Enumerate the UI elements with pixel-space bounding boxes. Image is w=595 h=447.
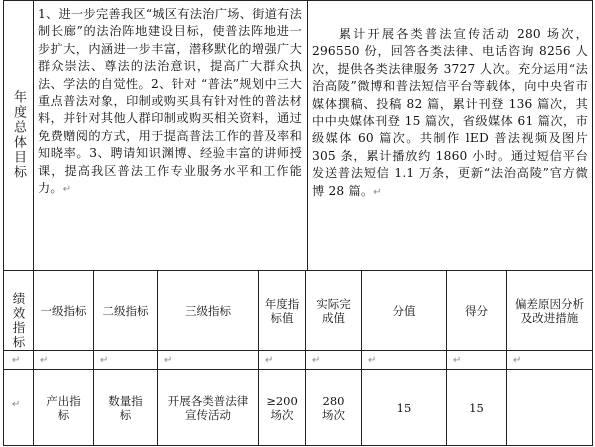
cell-level3: 开展各类普法律宣传活动	[167, 394, 249, 422]
annual-goal-text	[38, 6, 302, 266]
empty-row-mark: ↵	[164, 355, 173, 366]
row-divider-2	[3, 350, 593, 351]
header-score: 得分	[465, 304, 488, 318]
paragraph-mark: ↵	[62, 184, 72, 196]
row-divider-1	[3, 270, 593, 271]
data-row-mark: ↵	[12, 399, 21, 410]
paragraph-mark: ↵	[373, 186, 382, 198]
table-border-right	[592, 0, 593, 446]
cell-annual-target: ≥200场次	[266, 394, 298, 422]
table-border-left	[3, 0, 4, 446]
header-deviation: 偏差原因分析及改进措施	[515, 297, 584, 325]
empty-row-mark: ↵	[12, 355, 21, 366]
header-score-weight: 分值	[392, 304, 416, 318]
empty-row-mark: ↵	[100, 355, 109, 366]
cell-level1: 产出指标	[46, 394, 81, 422]
header-level3: 三级指标	[185, 304, 231, 318]
header-level1: 一级指标	[40, 304, 87, 318]
actual-completion-text	[312, 26, 588, 256]
row-label-performance: 绩效指标	[11, 292, 26, 350]
empty-row-mark: ↵	[368, 355, 377, 366]
table-border-bottom	[3, 445, 593, 446]
cell-actual-value: 280 场次	[322, 394, 345, 422]
row-label-annual-goal: 年度总体目标	[11, 90, 26, 180]
cell-deviation	[507, 372, 592, 444]
actual-completion-text-content: 累计开展各类普法宣传活动 280 场次，296550 份，回答各类法律、电话咨询 8256 人次，提供各类法律服务 3727 人次。充分运用“法治高陵”微博和普法短信平台等载体，向中央省市媒体撰稿、投稿 82 篇，累计刊登 136 篇次，其中中央媒体刊登 15 篇次，省级媒体 61 篇次，市级媒体 60 篇次。共制作 lED 普法视频及图片 305 条，累计播放约 1860 小时。通过短信平台发送普法短信 1.1 万条，更新“法治高陵”官方微博 28 篇。	[312, 27, 588, 198]
empty-row-mark: ↵	[513, 355, 522, 366]
empty-row-mark: ↵	[453, 355, 462, 366]
header-annual-target: 年度指标值	[264, 297, 300, 325]
empty-row-mark: ↵	[265, 355, 274, 366]
annual-goal-text-content: 1、进一步完善我区“城区有法治广场、街道有法制长廊”的法治阵地建设目标，使普法阵地进一步扩大，内涵进一步丰富，潜移默化的增强广大群众崇法、尊法的法治意识，提高广大群众执法、学法的自觉性。2、针对 “普法”规划中三大重点普法对象，印制或购买具有针对性的普法材料，并针对其他人群印制或购买相关资料，通过免费赠阅的方式，用于提高普法工作的普及率和知晓率。3、聘请知识渊博、经验丰富的讲师授课，提高我区普法工作专业服务水平和工作能力。	[38, 7, 302, 196]
empty-row-mark: ↵	[40, 355, 49, 366]
cell-level2: 数量指标	[108, 394, 143, 422]
header-level2: 二级指标	[102, 304, 149, 318]
header-actual-value: 实际完成值	[316, 297, 351, 325]
cell-score: 15	[469, 401, 484, 415]
cell-score-weight: 15	[396, 401, 412, 415]
top-mid-divider	[307, 0, 308, 270]
empty-row-mark: ↵	[312, 355, 321, 366]
row-divider-3	[3, 369, 593, 370]
table-border-top	[3, 0, 593, 1]
